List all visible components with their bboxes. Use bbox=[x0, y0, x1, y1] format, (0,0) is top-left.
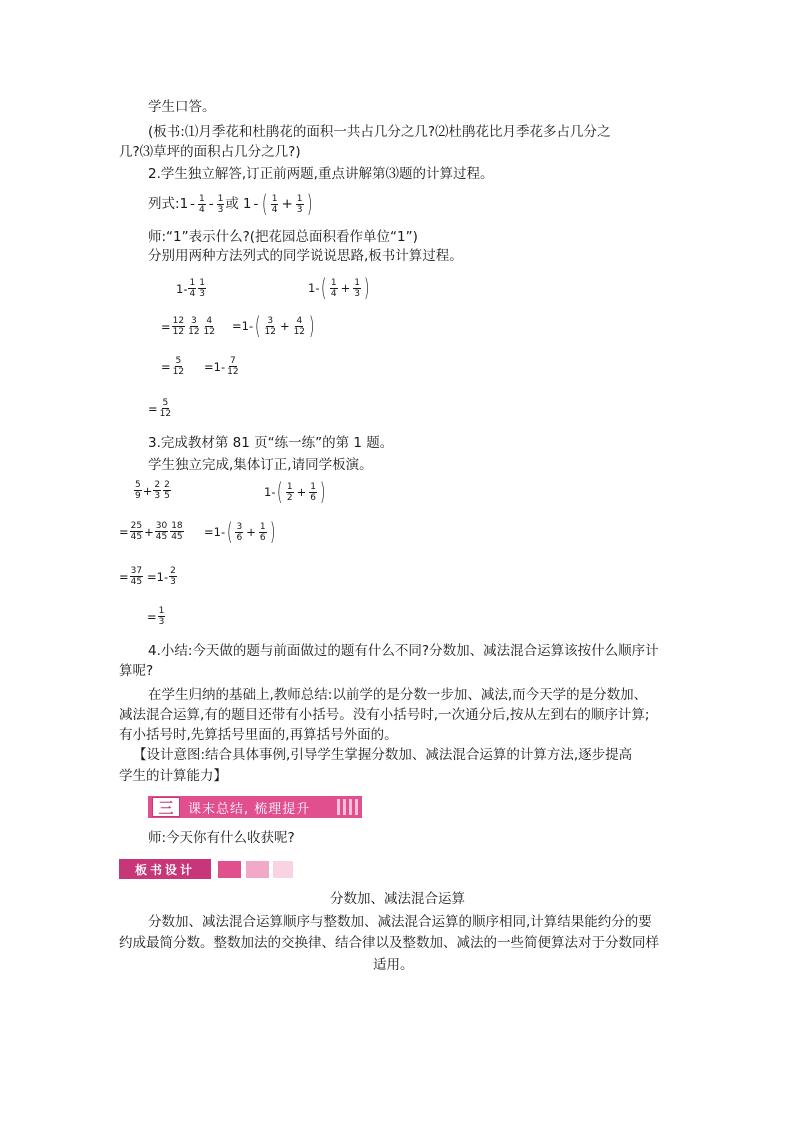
math-op: + bbox=[281, 196, 293, 212]
section-title: 课末总结, 梳理提升 bbox=[188, 801, 311, 817]
calc-step: =1- ( $\frac{3}{6}$ + $\frac{1}{6}$ ) bbox=[204, 518, 276, 546]
section-stripes bbox=[337, 799, 358, 815]
decor-square bbox=[273, 861, 293, 878]
math-op: - bbox=[208, 196, 214, 212]
section-header bbox=[148, 796, 362, 818]
math-op: - bbox=[190, 196, 196, 212]
calc-step: 1 - ( $\frac{1}{2}$ + $\frac{1}{6}$ ) bbox=[264, 478, 326, 506]
formula-line bbox=[148, 192, 314, 216]
text-line: 学生的计算能力】 bbox=[119, 768, 227, 784]
decor-square bbox=[246, 861, 269, 878]
section-number: 三 bbox=[152, 797, 180, 817]
calc-step: =1- ( $\frac{3}{12}$ + $\frac{4}{12}$ ) bbox=[232, 312, 315, 340]
paren-open: ( bbox=[262, 190, 268, 218]
text-line: 在学生归纳的基础上,教师总结:以前学的是分数一步加、减法,而今天学的是分数加、 bbox=[148, 687, 648, 703]
calc-step: = $\frac{5}{12}$ bbox=[148, 398, 172, 419]
text-line: 分别用两种方法列式的同学说说思路,板书计算过程。 bbox=[148, 248, 463, 264]
text-line: 学生独立完成,集体订正,请同学板演。 bbox=[148, 457, 373, 473]
fraction: $\frac{1}{3}$ bbox=[217, 193, 224, 215]
math-op: - bbox=[253, 196, 259, 212]
board-body: 约成最简分数。整数加法的交换律、结合律以及整数加、减法的一些简便算法对于分数同样 bbox=[119, 935, 659, 951]
calc-step: $\frac{5}{9}$ + $\frac{2}{3}$ $\frac{2}{5}$ bbox=[135, 480, 170, 501]
fraction: $\frac{1}{4}$ bbox=[199, 193, 205, 215]
board-design-tag: 板书设计 bbox=[119, 859, 211, 879]
formula-label: 列式: bbox=[148, 196, 180, 212]
calc-step: = $\frac{37}{45}$ bbox=[119, 566, 143, 587]
board-title: 分数加、减法混合运算 bbox=[330, 891, 465, 907]
text-line: 2.学生独立解答,订正前两题,重点讲解第⑶题的计算过程。 bbox=[148, 166, 494, 182]
or-text: 或 bbox=[225, 196, 239, 212]
text-line: 减法混合运算,有的题目还带有小括号。没有小括号时,一次通分后,按从左到右的顺序计算; bbox=[119, 707, 650, 723]
calc-step: = $\frac{12}{12}$ $\frac{3}{12}$ $\frac{4}{12}$ bbox=[161, 316, 215, 337]
text-line: 有小括号时,先算括号里面的,再算括号外面的。 bbox=[119, 727, 398, 743]
paren-close: ) bbox=[306, 190, 312, 218]
calc-step: = $\frac{5}{12}$ bbox=[161, 356, 185, 377]
calc-step: =1- $\frac{2}{3}$ bbox=[147, 566, 176, 587]
board-body: 分数加、减法混合运算顺序与整数加、减法混合运算的顺序相同,计算结果能约分的要 bbox=[148, 914, 652, 930]
text-line: 4.小结:今天做的题与前面做过的题有什么不同?分数加、减法混合运算该按什么顺序计 bbox=[148, 643, 659, 659]
text-line: 学生口答。 bbox=[148, 99, 216, 115]
calc-step: 1 - ( $\frac{1}{4}$ + $\frac{1}{3}$ ) bbox=[308, 274, 370, 302]
math-term: 1 bbox=[179, 196, 189, 212]
fraction: $\frac{1}{3}$ bbox=[296, 193, 303, 215]
math-term: 1 bbox=[242, 196, 252, 212]
fraction: $\frac{1}{4}$ bbox=[271, 193, 278, 215]
calc-step: =1- $\frac{7}{12}$ bbox=[204, 356, 239, 377]
text-line: (板书:⑴月季花和杜鹃花的面积一共占几分之几?⑵杜鹃花比月季花多占几分之 bbox=[148, 124, 611, 140]
calc-step: 1 - $\frac{1}{4}$ $\frac{1}{3}$ bbox=[176, 278, 205, 299]
board-body: 适用。 bbox=[373, 957, 414, 973]
text-line: 师:“1”表示什么?(把花园总面积看作单位“1”) bbox=[148, 229, 418, 245]
text-line: 3.完成教材第 81 页“练一练”的第 1 题。 bbox=[148, 435, 394, 451]
text-line: 算呢? bbox=[119, 663, 154, 679]
decor-square bbox=[218, 861, 241, 878]
calc-step: = $\frac{1}{3}$ bbox=[147, 606, 165, 627]
text-line: 师:今天你有什么收获呢? bbox=[148, 830, 295, 846]
calc-step: = $\frac{25}{45}$ + $\frac{30}{45}$ $\frac{18}{45}$ bbox=[119, 521, 183, 542]
text-line: 几?⑶草坪的面积占几分之几?) bbox=[119, 144, 301, 160]
text-line: 【设计意图:结合具体事例,引导学生掌握分数加、减法混合运算的计算方法,逐步提高 bbox=[133, 747, 633, 763]
